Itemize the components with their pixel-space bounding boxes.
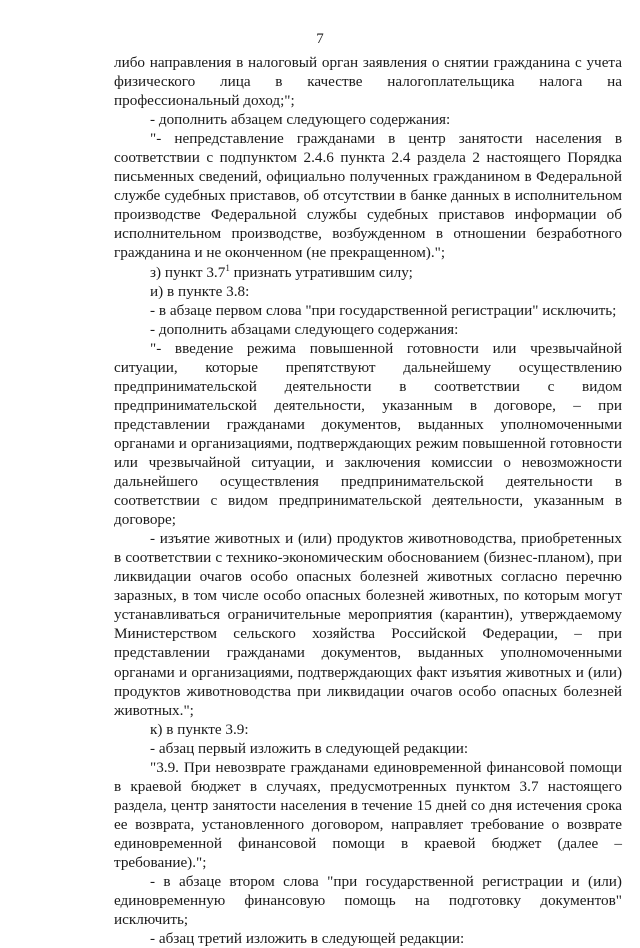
paragraph-5: и) в пункте 3.8: bbox=[150, 282, 250, 300]
paragraph-6: - в абзаце первом слова "при государственной регистрации" исключить; bbox=[150, 301, 617, 319]
paragraph-10: к) в пункте 3.9: bbox=[150, 720, 249, 738]
paragraph-4 bbox=[114, 263, 622, 282]
paragraph-4-superscript: 1 bbox=[225, 262, 230, 273]
paragraph-11: - абзац первый изложить в следующей редакции: bbox=[150, 739, 469, 757]
paragraph-7: - дополнить абзацами следующего содержания: bbox=[150, 320, 459, 338]
document-body bbox=[114, 53, 622, 948]
paragraph-9: - изъятие животных и (или) продуктов животноводства, приобретенных в соответствии с технико-экономическим обоснованием (бизнес-планом), при ликвидации очагов особо опасных болезней животных согласно перечню заразных, в том числе особо опасных болезней животных, по которым могут устанавливаться ограничительные мероприятия (карантин), утверждаемому Министерством сельского хозяйства Российской Федерации, – при представлении гражданами документов, выданных уполномоченными органами и организациями, подтверждающих факт изъятия животных и (или) продуктов животноводства при ликвидации очагов особо опасных болезней животных."; bbox=[114, 530, 622, 719]
paragraph-3: "- непредставление гражданами в центр занятости населения в соответствии с подпунктом 2.4.6 пункта 2.4 раздела 2 настоящего Порядка письменных сведений, официально полученных гражданином в Федеральной службе судебных приставов, об отсутствии в банке данных в исполнительном производстве Федеральной службы судебных приставов информации об исполнительном производстве, возбужденном в отношении безработного гражданина и не оконченном (не прекращенном)."; bbox=[114, 130, 622, 262]
paragraph-1: либо направления в налоговый орган заявления о снятии гражданина с учета физического лица в качестве налогоплательщика налога на профессиональный доход;"; bbox=[114, 54, 622, 110]
page-number: 7 bbox=[316, 31, 324, 47]
paragraph-4-text-after: признать утратившим силу; bbox=[229, 263, 413, 281]
paragraph-13: - в абзаце втором слова "при государственной регистрации и (или) единовременную финансовую помощь на подготовку документов" исключить; bbox=[114, 873, 622, 929]
paragraph-2: - дополнить абзацем следующего содержания: bbox=[150, 111, 451, 129]
paragraph-12: "3.9. При невозврате гражданами единовременной финансовой помощи в краевой бюджет в случаях, предусмотренных пунктом 3.7 настоящего раздела, центр занятости населения в течение 15 дней со дня истечения срока ее возврата, установленного договором, направляет требование о возврате единовременной финансовой помощи в краевой бюджет (далее – требование)."; bbox=[114, 758, 622, 871]
paragraph-4-text-before: з) пункт 3.7 bbox=[150, 263, 226, 281]
paragraph-8: "- введение режима повышенной готовности или чрезвычайной ситуации, которые препятствуют дальнейшему осуществлению предпринимательской деятельности в соответствии с видом предпринимательской деятельности, указанным в договоре, – при представлении гражданами документов, выданных уполномоченными органами и организациями, подтверждающих режим повышенной готовности или чрезвычайной ситуации, и заключения комиссии о невозможности дальнейшего осуществления предпринимательской деятельности в соответствии с видом предпринимательской деятельности, указанным в договоре; bbox=[114, 339, 622, 529]
paragraph-14: - абзац третий изложить в следующей редакции: bbox=[150, 930, 465, 948]
